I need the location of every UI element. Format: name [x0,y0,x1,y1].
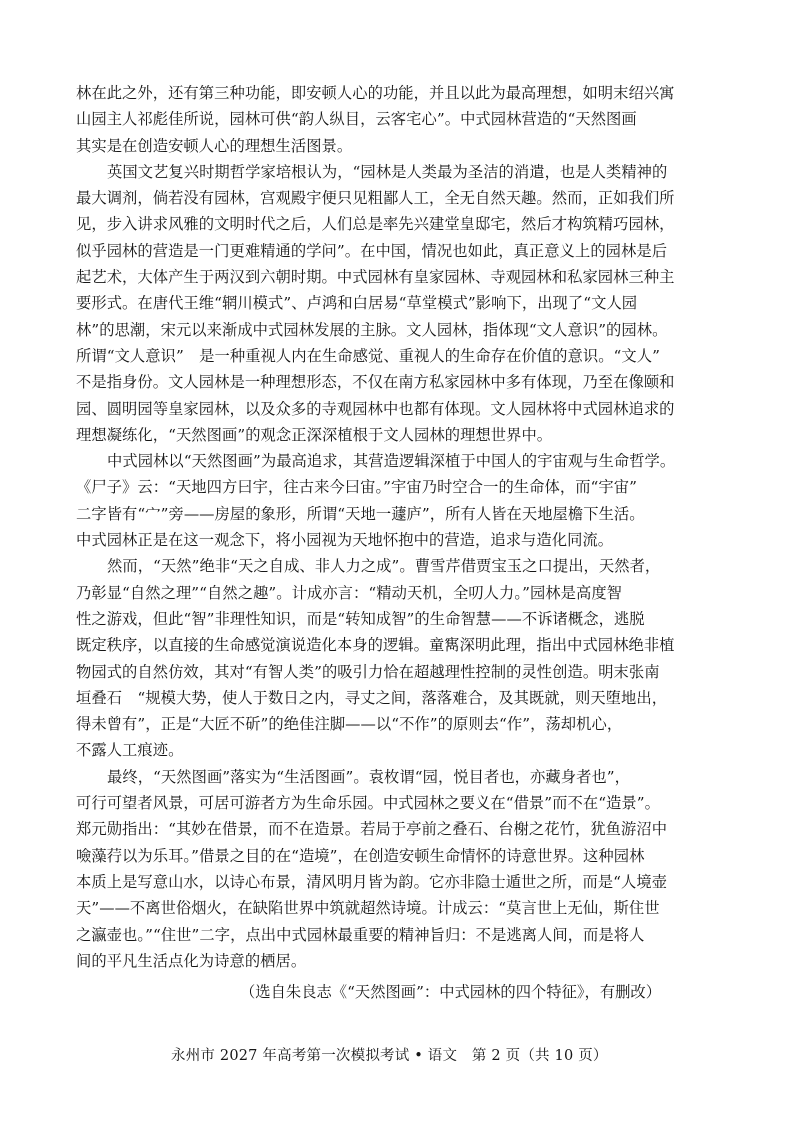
text-line: 物园式的自然仿效，其对“有智人类”的吸引力恰在超越理性控制的灵性创造。明末张南 [76,662,660,681]
text-line: 得未曾有”，正是“大匠不斫”的绝佳注脚——以“不作”的原则去“作”，荡却机心， [76,715,623,734]
text-line: 之瀛壶也。”“住世”二字，点出中式园林最重要的精神旨归：不是逃离人间，而是将人 [76,925,645,944]
text-line: 郑元勋指出：“其妙在借景，而不在造景。若局于亭前之叠石、台榭之花竹，犹鱼游沼中 [76,820,668,839]
text-line: 噞藻荇以为乐耳。”借景之目的在“造境”，在创造安顿生命情怀的诗意世界。这种园林 [76,846,645,865]
text-line: 所谓“文人意识” 是一种重视人内在生命感觉、重视人的生命存在价值的意识。“文人” [76,346,660,365]
text-line: 可行可望者风景，可居可游者方为生命乐园。中式园林之要义在“借景”而不在“造景”。 [76,794,660,813]
text-line: 见，步入讲求风雅的文明时代之后，人们总是率先兴建堂皇邸宅，然后才构筑精巧园林， [76,215,675,234]
text-line: 最终，“天然图画”落实为“生活图画”。袁枚谓“园，悦目者也，亦藏身者也”， [107,767,630,786]
text-line: 二字皆有“宀”旁——房屋的象形，所谓“天地一蘧庐”，所有人皆在天地屋檐下生活。 [76,504,645,523]
text-line: 林”的思潮，宋元以来渐成中式园林发展的主脉。文人园林，指体现“文人意识”的园林。 [76,320,668,339]
text-line: 林在此之外，还有第三种功能，即安顿人心的功能，并且以此为最高理想，如明末绍兴寓 [76,84,675,102]
text-line: 不是指身份。文人园林是一种理想形态，不仅在南方私家园林中多有体现，乃至在像颐和 [76,373,675,392]
text-line: 英国文艺复兴时期哲学家培根认为，“园林是人类最为圣洁的消遣，也是人类精神的 [107,162,668,181]
text-line: 《尸子》云：“天地四方曰宇，往古来今曰宙。”宇宙乃时空合一的生命体，而“宇宙” [76,478,637,497]
source-citation: （选自朱良志《“天然图画”：中式园林的四个特征》，有删改） [240,983,662,1001]
text-line: 乃彰显“自然之理”“自然之趣”。计成亦言：“精动天机，全叨人力。”园林是高度智 [76,583,623,602]
text-line: 不露人工痕迹。 [76,741,184,760]
text-line: 理想凝练化，“天然图画”的观念正深深植根于文人园林的理想世界中。 [76,425,553,444]
text-line: 天”——不离世俗烟火，在缺陷世界中筑就超然诗境。计成云：“莫言世上无仙，斯住世 [76,899,660,918]
text-line: 园、圆明园等皇家园林，以及众多的寺观园林中也都有体现。文人园林将中式园林追求的 [76,399,675,418]
text-line: 起艺术，大体产生于两汉到六朝时期。中式园林有皇家园林、寺观园林和私家园林三种主 [76,268,675,287]
article-body [76,80,716,974]
text-line: 中式园林以“天然图画”为最高追求，其营造逻辑深植于中国人的宇宙观与生命哲学。 [107,452,676,471]
text-line: 山园主人祁彪佳所说，园林可供“韵人纵目，云客宅心”。中式园林营造的“天然图画 [76,110,637,129]
text-line: 似乎园林的营造是一门更难精通的学问”。在中国，情况也如此，真正意义上的园林是后 [76,241,668,260]
text-line: 要形式。在唐代王维“辋川模式”、卢鸿和白居易“草堂模式”影响下，出现了“文人园 [76,294,638,313]
text-line: 其实是在创造安顿人心的理想生活图景。 [76,136,353,155]
text-line: 垣叠石 “规模大势，使人于数日之内，寻丈之间，落落难合，及其既就，则天堕地出， [76,688,668,707]
text-line: 最大调剂，倘若没有园林，宫观殿宇便只见粗鄙人工，全无自然天趣。然而，正如我们所 [76,189,675,208]
text-line: 性之游戏，但此“智”非理性知识，而是“转知成智”的生命智慧——不诉诸概念，逃脱 [76,609,645,628]
text-line: 既定秩序，以直接的生命感觉演说造化本身的逻辑。童寯深明此理，指出中式园林绝非植 [76,636,675,655]
text-line: 本质上是写意山水，以诗心布景，清风明月皆为韵。它亦非隐士遁世之所，而是“人境壶 [76,872,668,891]
page-footer: 永州市 2027 年高考第一次模拟考试 • 语文 第 2 页（共 10 页） [171,1048,608,1064]
text-line: 中式园林正是在这一观念下，将小园视为天地怀抱中的营造，追求与造化同流。 [76,531,614,550]
text-line: 然而，“天然”绝非“天之自成、非人力之成”。曹雪芹借贾宝玉之口提出，天然者， [107,557,661,576]
text-line: 间的平凡生活点化为诗意的栖居。 [76,951,307,970]
